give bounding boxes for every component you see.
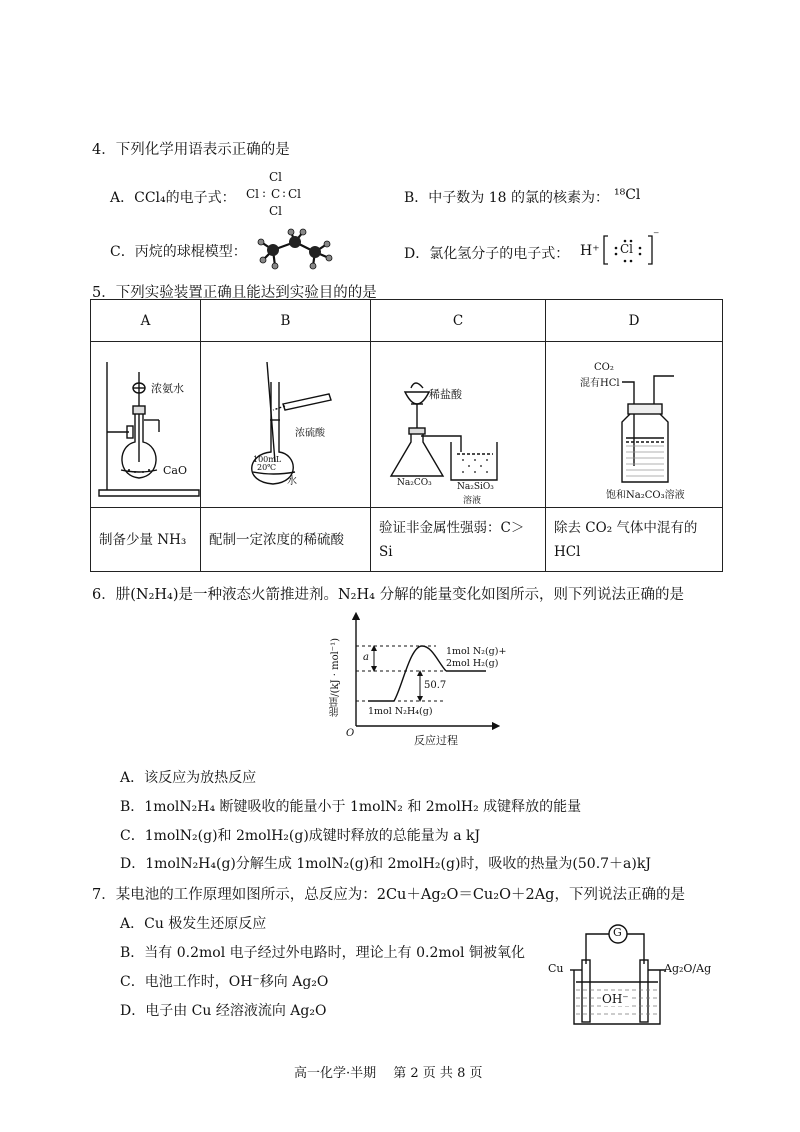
label-100ml: 100mL <box>253 455 282 464</box>
q4-nuclide: ¹⁸Cl <box>614 187 641 203</box>
q4-stem: 4．下列化学用语表示正确的是 <box>92 142 290 158</box>
battery-diagram <box>548 920 718 1030</box>
propane-ball-stick-model <box>255 228 335 272</box>
caption-a: 制备少量 NH₃ <box>91 508 201 572</box>
apparatus-b <box>201 342 371 508</box>
page-footer: 高一化学·半期 第 2 页 共 8 页 <box>294 1066 483 1081</box>
cl-symbol: Cl <box>620 242 634 256</box>
q4-ccl4-electron-formula <box>246 170 306 222</box>
origin-label: O <box>346 728 355 739</box>
label-na2co3: Na₂CO₃ <box>397 478 432 488</box>
label-mixed-hcl: 混有HCl <box>580 378 620 389</box>
label-conc-sulfuric-acid: 浓硫酸 <box>295 428 325 439</box>
caption-b: 配制一定浓度的稀硫酸 <box>201 508 371 572</box>
header-a: A <box>91 300 201 342</box>
apparatus-a <box>91 342 201 508</box>
q6-stem: 6．肼(N₂H₄)是一种液态火箭推进剂。N₂H₄ 分解的能量变化如图所示，则下列说法正确的是 <box>92 587 685 603</box>
energy-a-label: a <box>363 652 369 663</box>
nh3-apparatus-diagram <box>91 342 201 507</box>
q7-option-d: D．电子由 Cu 经溶液流向 Ag₂O <box>120 1003 327 1019</box>
cu-electrode-label: Cu <box>548 962 564 975</box>
q4-option-c-label: C．丙烷的球棍模型： <box>110 244 247 260</box>
q4-option-b-label: B．中子数为 18 的氯的核素为： <box>404 190 610 206</box>
q6-option-d: D．1molN₂H₄(g)分解生成 1molN₂(g)和 2molH₂(g)时，吸收的热量为(50.7＋a)kJ <box>120 856 651 872</box>
x-axis-label: 反应过程 <box>414 734 458 747</box>
q6-option-a: A．该反应为放热反应 <box>120 770 257 786</box>
q4-option-d-label: D．氯化氢分子的电子式： <box>404 246 570 262</box>
gas-wash-bottle-diagram <box>546 342 723 507</box>
cl-right: Cl <box>288 187 302 201</box>
label-dilute-hcl: 稀盐酸 <box>429 388 462 401</box>
label-conc-ammonia: 浓氨水 <box>151 382 184 395</box>
header-c: C <box>371 300 546 342</box>
charge-sign: ⁻ <box>653 228 660 242</box>
label-water: 水 <box>287 476 297 487</box>
q7-option-c: C．电池工作时，OH⁻移向 Ag₂O <box>120 974 329 990</box>
galvanometer-icon: G <box>613 926 622 939</box>
experiment-table <box>90 299 723 572</box>
hcl-cl-ion <box>602 228 660 268</box>
cl-top: Cl <box>269 170 283 184</box>
q7-stem: 7．某电池的工作原理如图所示，总反应为：2Cu＋Ag₂O＝Cu₂O＋2Ag，下列说法正确的是 <box>92 887 685 903</box>
q7-option-b: B．当有 0.2mol 电子经过外电路时，理论上有 0.2mol 铜被氧化 <box>120 945 525 961</box>
apparatus-c <box>371 342 546 508</box>
energy-delta-label: 50.7 <box>424 680 447 691</box>
energy-diagram <box>330 608 507 758</box>
apparatus-d <box>546 342 723 508</box>
cl-bottom: Cl <box>269 204 283 218</box>
label-solution: 溶液 <box>463 496 482 506</box>
product-label-line2: 2mol H₂(g) <box>446 658 499 669</box>
product-label-line1: 1mol N₂(g)+ <box>446 646 507 657</box>
label-20c: 20℃ <box>257 463 277 472</box>
label-cao: CaO <box>163 464 187 477</box>
q4-option-a-label: A．CCl₄的电子式： <box>110 190 236 206</box>
reactant-label: 1mol N₂H₄(g) <box>368 706 433 717</box>
q5-stem: 5．下列实验装置正确且能达到实验目的的是 <box>92 285 377 301</box>
dots-right: : <box>282 186 287 200</box>
label-na2sio3: Na₂SiO₃ <box>457 482 494 492</box>
label-saturated-na2co3: 饱和Na₂CO₃溶液 <box>606 490 685 501</box>
ag2o-electrode-label: Ag₂O/Ag <box>664 962 712 975</box>
q6-option-c: C．1molN₂(g)和 2molH₂(g)成键时释放的总能量为 a kJ <box>120 828 481 844</box>
cl-left: Cl <box>246 187 260 201</box>
header-b: B <box>201 300 371 342</box>
y-axis-label: 能量/(kJ · mol⁻¹) <box>330 638 341 717</box>
hcl-h-ion: H⁺ <box>580 243 600 259</box>
dilution-apparatus-diagram <box>201 342 371 507</box>
caption-d: 除去 CO₂ 气体中混有的 HCl <box>546 508 723 572</box>
caption-c: 验证非金属性强弱：C＞Si <box>371 508 546 572</box>
header-d: D <box>546 300 723 342</box>
q7-option-a: A．Cu 极发生还原反应 <box>120 916 267 932</box>
c-atom: C <box>271 187 281 201</box>
label-co2: CO₂ <box>594 362 614 373</box>
dots-left: : <box>262 186 267 200</box>
electrolyte-ion-label: OH⁻ <box>602 992 629 1006</box>
q6-option-b: B．1molN₂H₄ 断键吸收的能量小于 1molN₂ 和 2molH₂ 成键释放的能量 <box>120 799 582 815</box>
